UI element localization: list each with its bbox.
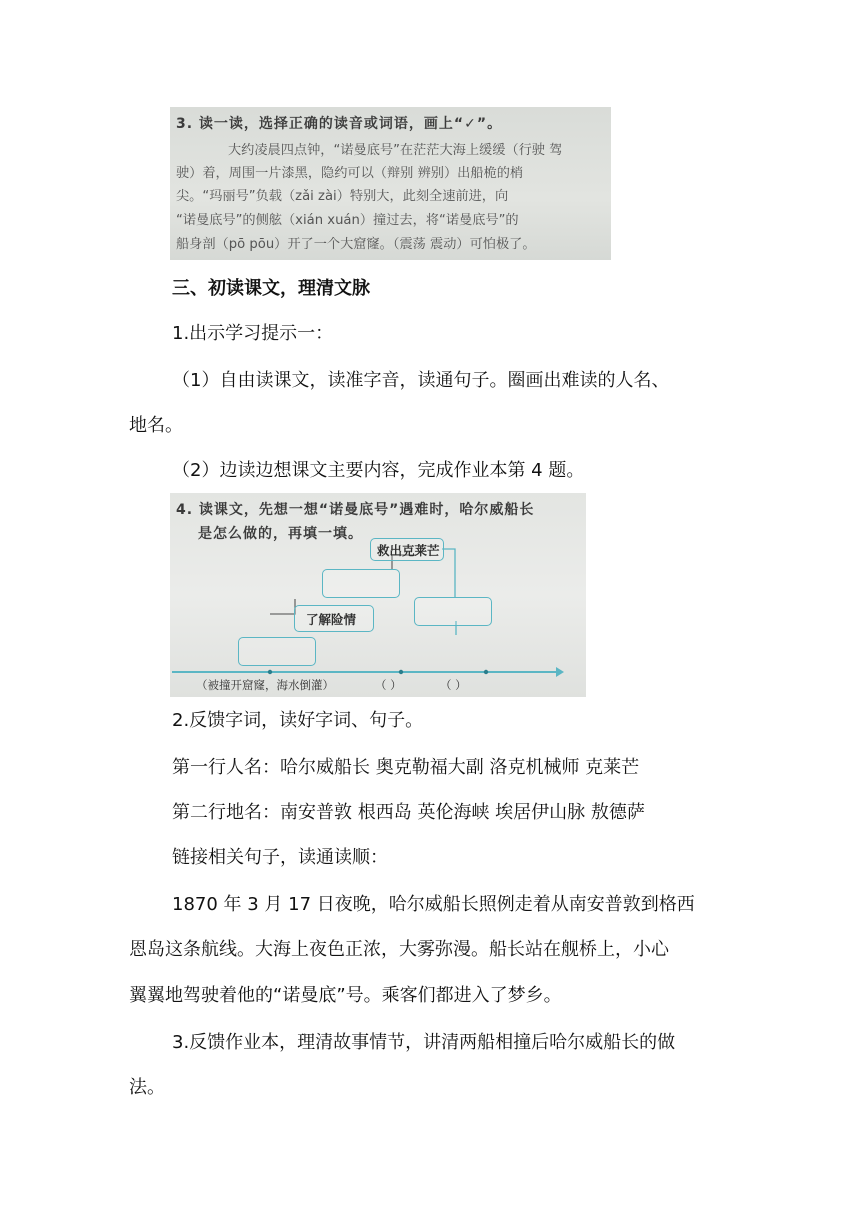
flow-box-rescue-label: 救出克莱芒 [377,543,440,558]
flow-box-empty [238,637,316,666]
photo-text-line: 大约凌晨四点钟，“诺曼底号”在茫茫大海上缓缓（行驶 驾 [228,143,563,158]
photo-question-line-2: 是怎么做的，再填一填。 [198,526,363,542]
tip-1-line-1: （1）自由读课文，读准字音，读通句子。圈画出难读的人名、 [172,370,670,391]
flow-blank-1: （ ） [375,678,402,692]
paragraph-line-3: 翼翼地驾驶着他的“诺曼底”号。乘客们都进入了梦乡。 [129,985,562,1006]
step-1-title: 1.出示学习提示一： [172,323,334,344]
workbook-photo-question-4 [170,493,586,697]
flow-box-empty [414,597,492,626]
tip-2: （2）边读边想课文主要内容，完成作业本第 4 题。 [172,460,585,481]
paragraph-line-2: 恩岛这条航线。大海上夜色正浓，大雾弥漫。船长站在舰桥上，小心 [129,939,669,960]
photo-question-line-1: 4. 读课文，先想一想“诺曼底号”遇难时，哈尔威船长 [176,502,535,518]
step-3-line-1: 3.反馈作业本，理清故事情节，讲清两船相撞后哈尔威船长的做 [172,1032,676,1053]
photo-text-line: 船身剖（pō pōu）开了一个大窟窿。（震荡 震动）可怕极了。 [176,237,536,252]
step-3-line-2: 法。 [129,1077,165,1098]
photo-text-line: “诺曼底号”的侧舷（xián xuán）撞过去，将“诺曼底号”的 [176,213,519,228]
photo-text-line: 驶）着，周围一片漆黑，隐约可以（辩别 辨别）出船桅的梢 [176,166,524,181]
tip-1-line-2: 地名。 [129,415,183,436]
photo-question-title: 3. 读一读，选择正确的读音或词语，画上“✓”。 [176,116,503,132]
link-sentence: 链接相关句子，读通读顺： [172,847,388,868]
step-2-title: 2.反馈字词，读好字词、句子。 [172,710,424,731]
flow-blank-2: （ ） [440,678,467,692]
flow-caption: （被撞开窟窿，海水倒灌） [196,678,334,692]
flow-box-empty [322,569,400,598]
names-row-1: 第一行人名：哈尔威船长 奥克勒福大副 洛克机械师 克莱芒 [172,757,640,778]
workbook-photo-question-3 [170,107,611,260]
paragraph-line-1: 1870 年 3 月 17 日夜晚，哈尔威船长照例走着从南安普敦到格西 [172,894,695,915]
section-heading: 三、初读课文，理清文脉 [172,278,370,299]
flow-box-danger-label: 了解险情 [306,612,357,627]
names-row-2: 第二行地名：南安普敦 根西岛 英伦海峡 埃居伊山脉 敖德萨 [172,802,645,823]
photo-text-line: 尖。“玛丽号”负载（zǎi zài）特别大，此刻全速前进，向 [176,189,509,204]
